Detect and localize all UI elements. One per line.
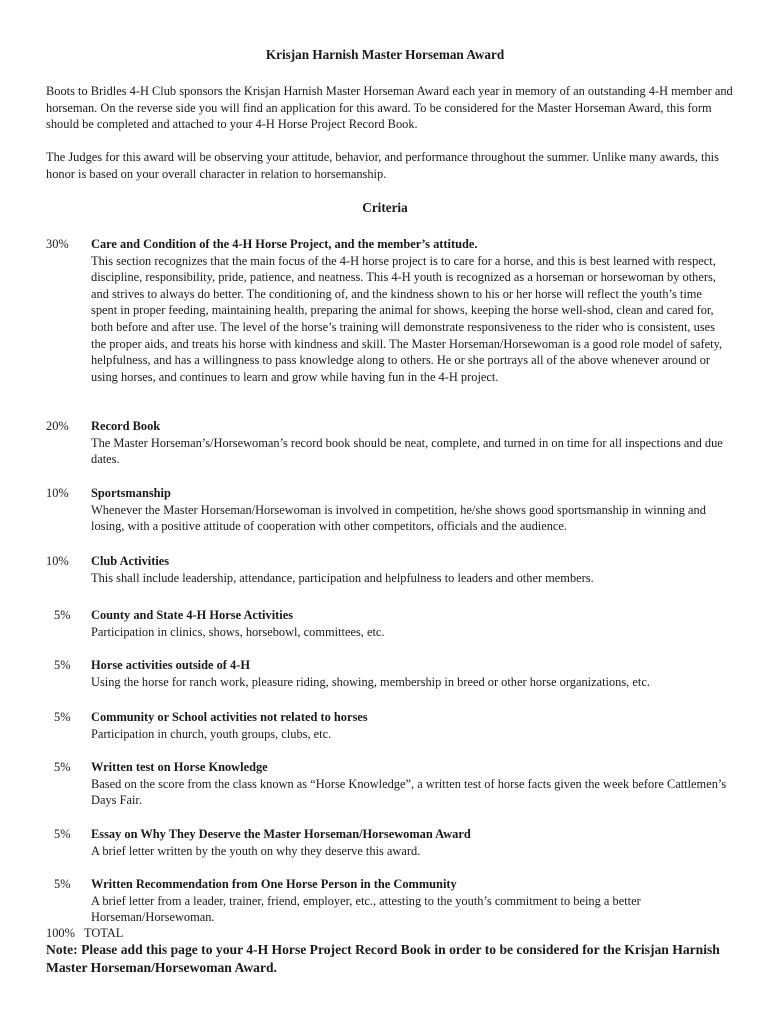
- criterion-title: Written Recommendation from One Horse Person in the Community: [91, 877, 457, 891]
- document-title: Krisjan Harnish Master Horseman Award: [265, 47, 505, 62]
- criterion-body: [91, 759, 731, 809]
- criterion-percent: 5%: [54, 827, 71, 841]
- criterion-percent: 30%: [46, 237, 69, 251]
- criterion-description: The Master Horseman’s/Horsewoman’s record book should be neat, complete, and turned in on time for all inspections and due dates.: [91, 435, 723, 467]
- intro-paragraph-1: Boots to Bridles 4-H Club sponsors the Krisjan Harnish Master Horseman Award each year in memory of an outstanding 4-H member and horseman. On the reverse side you will find an application for this award. To be considered for the Master Horseman Award, this form should be completed and attached to your 4-H Horse Project Record Book.: [46, 84, 733, 132]
- criterion-title: Community or School activities not related to horses: [91, 710, 368, 724]
- criterion-percent: 5%: [54, 877, 71, 891]
- criterion-title: County and State 4-H Horse Activities: [91, 608, 294, 622]
- criterion-description: Using the horse for ranch work, pleasure riding, showing, membership in breed or other horse organizations, etc.: [91, 674, 650, 689]
- criterion-body: [91, 236, 731, 385]
- criterion-title: Club Activities: [91, 554, 170, 568]
- criterion-percent: 10%: [46, 554, 69, 568]
- criterion-percent: 5%: [54, 608, 71, 622]
- criterion-percent: 10%: [46, 486, 69, 500]
- criterion-description: Whenever the Master Horseman/Horsewoman is involved in competition, he/she shows good sportsmanship in winning and losing, with a positive attitude of cooperation with other competitors, officials and the audience.: [91, 502, 706, 534]
- criterion-body: [91, 657, 731, 690]
- total-line: 100% TOTAL: [46, 926, 124, 940]
- criterion-body: [91, 418, 731, 468]
- criterion-percent: 5%: [54, 760, 71, 774]
- criterion-title: Essay on Why They Deserve the Master Horseman/Horsewoman Award: [91, 827, 471, 841]
- criterion-body: [91, 485, 731, 535]
- intro-paragraph-2: The Judges for this award will be observing your attitude, behavior, and performance throughout the summer. Unlike many awards, this honor is based on your overall character in relation to horsemanship.: [46, 150, 719, 181]
- footer-note: Note: Please add this page to your 4-H Horse Project Record Book in order to be considered for the Krisjan Harnish Master Horseman/Horsewoman Award.: [46, 942, 720, 975]
- criterion-title: Sportsmanship: [91, 486, 171, 500]
- criterion-title: Written test on Horse Knowledge: [91, 760, 268, 774]
- criterion-percent: 20%: [46, 419, 69, 433]
- criterion-body: [91, 607, 731, 640]
- criterion-percent: 5%: [54, 658, 71, 672]
- criterion-body: [91, 553, 731, 586]
- criterion-title: Horse activities outside of 4-H: [91, 658, 250, 672]
- criterion-title: Care and Condition of the 4-H Horse Project, and the member’s attitude.: [91, 237, 478, 251]
- criterion-body: [91, 709, 731, 742]
- criterion-description: This shall include leadership, attendance, participation and helpfulness to leaders and other members.: [91, 570, 594, 585]
- criterion-title: Record Book: [91, 419, 161, 433]
- criteria-heading: Criteria: [362, 200, 408, 215]
- criterion-description: Based on the score from the class known as “Horse Knowledge”, a written test of horse facts given the week before Cattlemen’s Days Fair.: [91, 776, 727, 808]
- criterion-description: A brief letter written by the youth on why they deserve this award.: [91, 843, 421, 858]
- criterion-description: Participation in church, youth groups, clubs, etc.: [91, 726, 332, 741]
- criterion-description: Participation in clinics, shows, horsebowl, committees, etc.: [91, 624, 385, 639]
- criterion-body: [91, 826, 731, 859]
- criterion-description: A brief letter from a leader, trainer, friend, employer, etc., attesting to the youth’s commitment to being a better Horseman/Horsewoman.: [91, 893, 641, 925]
- criterion-percent: 5%: [54, 710, 71, 724]
- criterion-description: This section recognizes that the main focus of the 4-H horse project is to care for a horse, and this is best learned with respect, discipline, responsibility, pride, patience, and neatness. This 4-H youth is recognized as a horseman or horsewoman by others, and strives to always do better. The conditioning of, and the kindness shown to his or her horse will reflect the youth’s time spent in proper feeding, maintaining health, preparing the animal for shows, keeping the horse well-shod, clean and cared for, both before and after use. The level of the horse’s training will demonstrate responsiveness to the rider who is consistent, uses the proper aids, and treats his horse with kindness and skill. The Master Horseman/Horsewoman is a good role model of safety, helpfulness, and has a willingness to pass knowledge along to others. He or she portrays all of the above whenever around or using horses, and continues to learn and grow while having fun in the 4-H project.: [91, 253, 723, 384]
- criterion-body: [91, 876, 731, 926]
